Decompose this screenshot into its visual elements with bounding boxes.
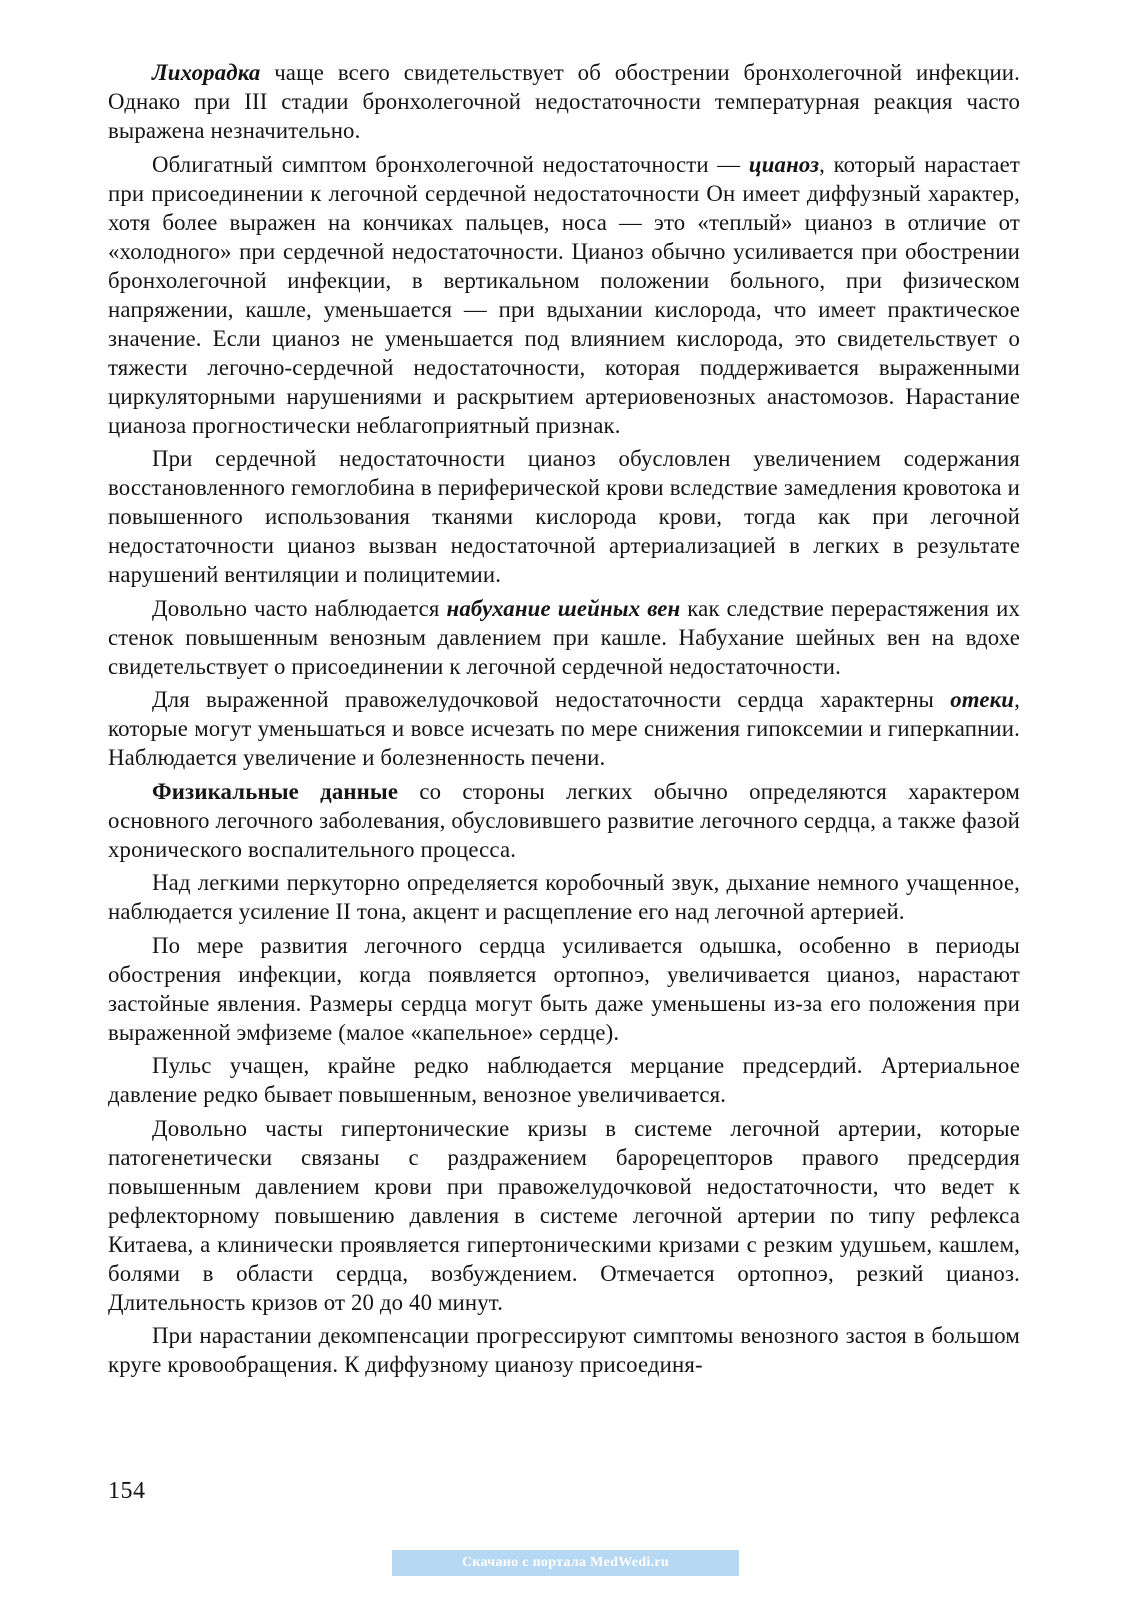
page-text-body <box>108 58 1020 1498</box>
paragraph-text: По мере развития легочного сердца усиливается одышка, особенно в периоды обострения инфекции, когда появляется ортопноэ, увеличивается цианоз, нарастают застойные явления. Размеры сердца могут быть даже уменьшены из-за его положения при выраженной эмфиземе (малое «капельное» сердце). <box>108 932 1020 1045</box>
paragraph-text: , которые могут уменьшаться и вовсе исчезать по мере снижения гипоксемии и гиперкапнии. Наблюдается увеличение и болезненность печени. <box>108 687 1020 770</box>
paragraph-text: Довольно часты гипертонические кризы в системе легочной артерии, которые патогенетически связаны с раздражением барорецепторов правого предсердия повышенным давлением крови при правожелудочковой недостаточности, что ведет к рефлекторному повышению давления в системе легочной артерии по типу рефлекса Китаева, а клинически проявляется гипертоническими кризами с резким удушьем, кашлем, болями в области сердца, возбуждением. Отмечается ортопноэ, резкий цианоз. Длительность кризов от 20 до 40 минут. <box>108 1115 1020 1315</box>
paragraph-heart-failure-cyanosis <box>108 444 1020 589</box>
paragraph-percussion <box>108 868 1020 926</box>
page-number: 154 <box>108 1478 146 1504</box>
paragraph-text: как следствие перерастяжения их стенок повышенным венозным давлением при кашле. Набухание шейных вен на вдохе свидетельствует о присоединении к легочной сердечной недостаточности. <box>108 595 1020 679</box>
paragraph-text: со стороны легких обычно определяются характером основного легочного заболевания, обусловившего развитие легочного сердца, а также фазой хронического воспалительного процесса. <box>108 778 1020 862</box>
paragraph-text: Облигатный симптом бронхолегочной недостаточности — <box>152 151 749 177</box>
paragraph-cyanosis <box>108 150 1020 440</box>
paragraph-neck-veins <box>108 594 1020 681</box>
watermark-banner: Скачано с портала MedWedi.ru <box>392 1550 739 1576</box>
paragraph-decompensation <box>108 1321 1020 1379</box>
term-neck-veins: набухание шейных вен <box>446 595 681 621</box>
paragraph-dyspnea <box>108 931 1020 1047</box>
paragraph-hypertensive-crises <box>108 1114 1020 1317</box>
paragraph-text: Довольно часто наблюдается <box>152 595 447 621</box>
paragraph-text: , который нарастает при присоединении к легочной сердечной недостаточности Он имеет диффузный характер, хотя более выражен на кончиках пальцев, носа — это «теплый» цианоз в отличие от «холодного» при сердечной недостаточности. Цианоз обычно усиливается при обострении бронхолегочной инфекции, в вертикальном положении больного, при физическом напряжении, кашле, уменьшается — при вдыхании кислорода, что имеет практическое значение. Если цианоз не уменьшается под влиянием кислорода, это свидетельствует о тяжести легочно-сердечной недостаточности, которая поддерживается выраженными циркуляторными нарушениями и раскрытием артериовенозных анастомозов. Нарастание цианоза прогностически неблагоприятный признак. <box>108 151 1020 438</box>
paragraph-edema <box>108 685 1020 772</box>
term-edema: отеки <box>950 687 1015 712</box>
paragraph-text: Пульс учащен, крайне редко наблюдается мерцание предсердий. Артериальное давление редко бывает повышенным, венозное увеличивается. <box>108 1053 1020 1107</box>
paragraph-text: чаще всего свидетельствует об обострении бронхолегочной инфекции. Однако при III стадии бронхолегочной недостаточности температурная реакция часто выражена незначительно. <box>108 60 1020 143</box>
paragraph-text: Над легкими перкуторно определяется коробочный звук, дыхание немного учащенное, наблюдается усиление II тона, акцент и расщепление его над легочной артерией. <box>108 870 1020 924</box>
term-cyanosis: цианоз <box>748 151 820 177</box>
paragraph-text: Для выраженной правожелудочковой недостаточности сердца характерны <box>152 687 951 712</box>
term-physical-findings: Физикальные данные <box>152 778 399 804</box>
paragraph-fever <box>108 58 1020 145</box>
paragraph-physical-findings <box>108 777 1020 864</box>
paragraph-text: При сердечной недостаточности цианоз обусловлен увеличением содержания восстановленного гемоглобина в периферической крови вследствие замедления кровотока и повышенного использования тканями кислорода крови, тогда как при легочной недостаточности цианоз вызван недостаточной артериализацией в легких в результате нарушений вентиляции и полицитемии. <box>108 446 1020 587</box>
paragraph-text: При нарастании декомпенсации прогрессируют симптомы венозного застоя в большом круге кровообращения. К диффузному цианозу присоединя- <box>108 1323 1020 1377</box>
term-fever: Лихорадка <box>152 60 261 85</box>
paragraph-pulse <box>108 1051 1020 1109</box>
